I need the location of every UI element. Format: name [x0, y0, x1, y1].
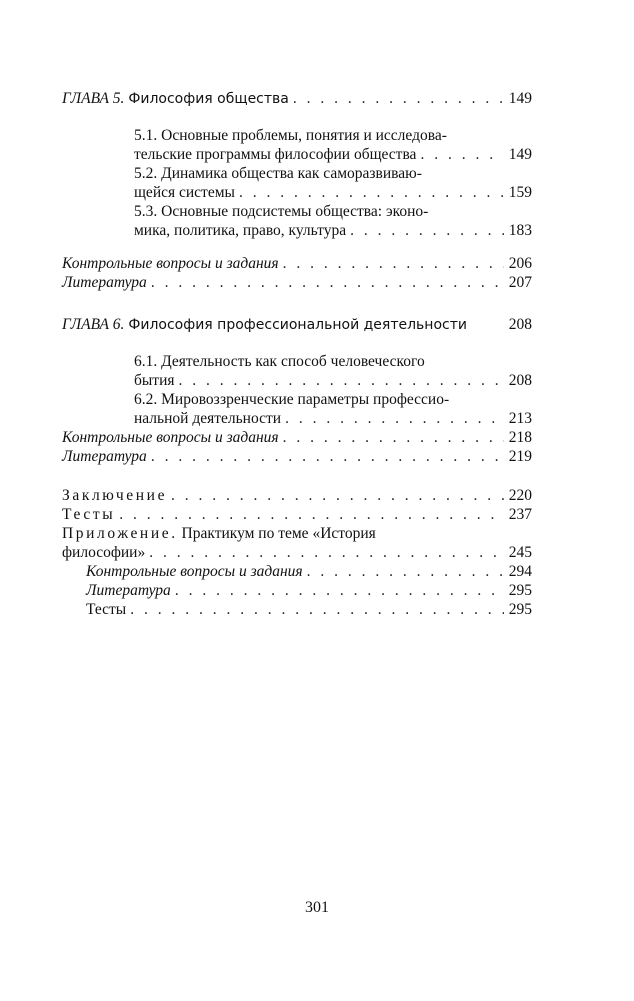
section-6-2-page: 213 — [508, 410, 532, 427]
page-number: 301 — [305, 899, 329, 916]
chapter-6-heading — [62, 315, 532, 334]
appendix-questions-label: Контрольные вопросы и задания — [86, 563, 303, 580]
conclusion-page: 220 — [508, 487, 532, 504]
section-5-3 — [62, 202, 532, 240]
leader-dots — [175, 581, 504, 600]
chapter-5-literature-page: 207 — [508, 274, 532, 291]
leader-dots — [151, 447, 504, 466]
leader-dots — [293, 89, 504, 108]
section-6-1-line1: 6.1. Деятельность как способ человеческого — [134, 353, 425, 370]
leader-dots — [179, 371, 505, 390]
conclusion-label: Заключение — [62, 487, 168, 504]
chapter-6-literature-label: Литература — [62, 448, 147, 465]
chapter-6-questions — [62, 428, 532, 447]
chapter-6-literature — [62, 447, 532, 466]
chapter-5-literature — [62, 273, 532, 292]
section-5-1 — [62, 126, 532, 164]
appendix-questions-page: 294 — [508, 563, 532, 580]
chapter-5-questions — [62, 254, 532, 273]
appendix-entry-line1 — [62, 524, 532, 543]
section-6-1 — [62, 352, 532, 390]
appendix-literature-label: Литература — [86, 582, 171, 599]
leader-dots — [130, 600, 504, 619]
section-5-2 — [62, 164, 532, 202]
chapter-6-page: 208 — [508, 316, 532, 333]
chapter-5-title: Философия общества — [128, 91, 289, 107]
tests-entry — [62, 505, 532, 524]
section-5-3-line2: мика, политика, право, культура — [134, 222, 347, 239]
appendix-tests-page: 295 — [508, 601, 532, 618]
leader-dots — [350, 221, 504, 240]
appendix-entry-line2 — [62, 543, 532, 562]
appendix-title-line2: философии» — [62, 544, 146, 561]
appendix-literature-page: 295 — [508, 582, 532, 599]
chapter-6-literature-page: 219 — [508, 448, 532, 465]
section-5-3-page: 183 — [508, 222, 532, 239]
leader-dots — [420, 145, 504, 164]
section-6-1-page: 208 — [508, 372, 532, 389]
leader-dots — [149, 543, 504, 562]
appendix-tests-label: Тесты — [86, 601, 127, 618]
section-5-1-line1: 5.1. Основные проблемы, понятия и исследова- — [134, 127, 447, 144]
appendix-label: Приложение. — [62, 525, 178, 542]
leader-dots — [239, 183, 504, 202]
leader-dots — [285, 409, 504, 428]
leader-dots — [119, 505, 504, 524]
leader-dots — [307, 562, 504, 581]
conclusion-entry — [62, 486, 532, 505]
appendix-title-line1: Практикум по теме «История — [181, 525, 376, 542]
appendix-page: 245 — [508, 544, 532, 561]
chapter-6-questions-page: 218 — [508, 429, 532, 446]
chapter-5-questions-label: Контрольные вопросы и задания — [62, 255, 279, 272]
chapter-6-questions-label: Контрольные вопросы и задания — [62, 429, 279, 446]
section-5-3-line1: 5.3. Основные подсистемы общества: эконо- — [134, 203, 429, 220]
appendix-literature — [62, 581, 532, 600]
section-6-2 — [62, 390, 532, 428]
leader-dots — [151, 273, 504, 292]
section-5-2-line2: щейся системы — [134, 184, 235, 201]
chapter-6-label: ГЛАВА 6. — [62, 316, 125, 333]
section-6-2-line2: нальной деятельности — [134, 410, 282, 427]
section-5-1-line2: тельские программы философии общества — [134, 146, 417, 163]
appendix-questions — [62, 562, 532, 581]
section-6-2-line1: 6.2. Мировоззренческие параметры профессио- — [134, 391, 450, 408]
section-5-2-page: 159 — [508, 184, 532, 201]
section-6-1-line2: бытия — [134, 372, 175, 389]
leader-dots — [283, 254, 504, 273]
chapter-5-literature-label: Литература — [62, 274, 147, 291]
chapter-6-title: Философия профессиональной деятельности — [128, 317, 467, 333]
tests-page: 237 — [508, 506, 532, 523]
chapter-5-page: 149 — [508, 90, 532, 107]
section-5-2-line1: 5.2. Динамика общества как саморазвиваю- — [134, 165, 422, 182]
chapter-5-label: ГЛАВА 5. — [62, 90, 125, 107]
leader-dots — [171, 486, 504, 505]
chapter-5-heading — [62, 89, 532, 108]
chapter-5-questions-page: 206 — [508, 255, 532, 272]
tests-label: Тесты — [62, 506, 116, 523]
section-5-1-page: 149 — [508, 146, 532, 163]
table-of-contents — [62, 89, 532, 619]
leader-dots — [283, 428, 504, 447]
appendix-tests — [62, 600, 532, 619]
